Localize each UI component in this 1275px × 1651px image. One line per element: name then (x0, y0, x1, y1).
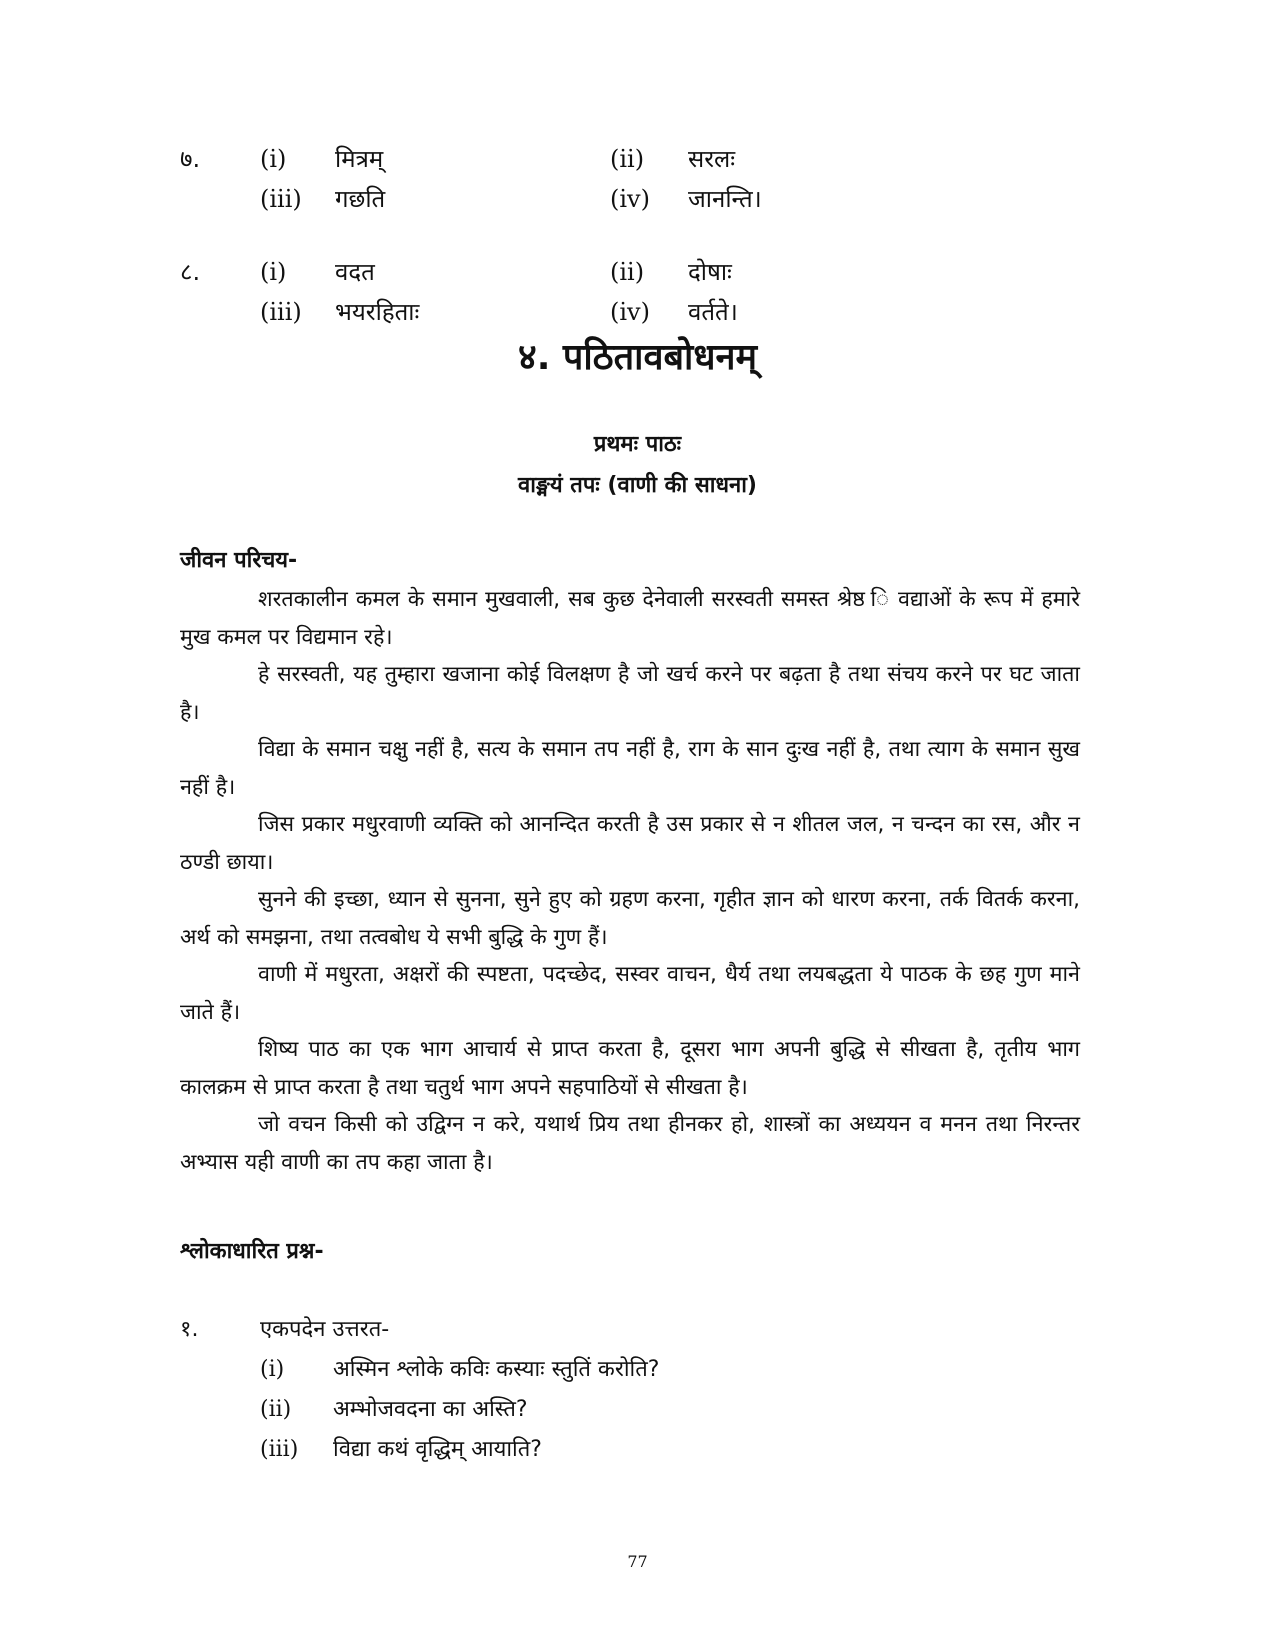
question-row (180, 1310, 1080, 1350)
sub-question-marker: (ii) (260, 1397, 292, 1422)
option-marker: (i) (260, 258, 287, 286)
answer-row (180, 252, 1080, 292)
option-answer: भयरहिताः (335, 298, 420, 326)
answer-row (180, 292, 1080, 332)
bio-paragraph: सुनने की इच्छा, ध्यान से सुनना, सुने हुए को ग्रहण करना, गृहीत ज्ञान को धारण करना, तर्क वितर्क करना, अर्थ को समझना, तथा तत्वबोध ये सभी बुद्धि के गुण हैं। (180, 887, 1080, 950)
option-answer: मित्रम् (335, 145, 384, 173)
bio-paragraph: हे सरस्वती, यह तुम्हारा खजाना कोई विलक्षण है जो खर्च करने पर बढ़ता है तथा संचय करने पर घट जाता है। (180, 662, 1080, 725)
question-text: एकपदेन उत्तरत- (260, 1317, 390, 1342)
option-marker: (iii) (260, 298, 302, 326)
sub-question (180, 1390, 1080, 1430)
option-answer: वदत (335, 258, 375, 286)
sub-question-marker: (i) (260, 1357, 285, 1382)
option-marker: (iv) (610, 185, 650, 213)
bio-body (180, 581, 1080, 1181)
bio-paragraph: जिस प्रकार मधुरवाणी व्यक्ति को आनन्दित करती है उस प्रकार से न शीतल जल, न चन्दन का रस, और न ठण्डी छाया। (180, 812, 1080, 875)
sub-question-text: अम्भोजवदना का अस्ति? (333, 1397, 528, 1422)
option-marker: (ii) (610, 145, 645, 173)
lesson-title: वाङ्मयं तपः (वाणी की साधना) (518, 473, 757, 498)
question-number: १. (180, 1317, 199, 1342)
option-marker: (iv) (610, 298, 650, 326)
page-number: 77 (627, 1552, 648, 1571)
answer-set-8 (180, 252, 1080, 332)
answer-row (180, 179, 1080, 219)
chapter-title: ४. पठितावबोधनम् (517, 337, 757, 378)
sub-question (180, 1430, 1080, 1470)
sub-question (180, 1350, 1080, 1390)
answer-set-number: ७. (180, 145, 201, 173)
bio-paragraph: जो वचन किसी को उद्विग्न न करे, यथार्थ प्रिय तथा हीनकर हो, शास्त्रों का अध्ययन व मनन तथा निरन्तर अभ्यास यही वाणी का तप कहा जाता है। (180, 1112, 1080, 1175)
option-answer: जानन्ति। (688, 185, 762, 213)
lesson-number: प्रथमः पाठः (593, 432, 682, 457)
bio-heading: जीवन परिचय- (180, 548, 298, 573)
option-answer: गछति (335, 185, 386, 213)
answer-set-7 (180, 139, 1080, 219)
answer-row (180, 139, 1080, 179)
option-marker: (i) (260, 145, 287, 173)
sub-question-text: अस्मिन श्लोके कविः कस्याः स्तुतिं करोति? (333, 1357, 660, 1382)
bio-paragraph: विद्या के समान चक्षु नहीं है, सत्य के समान तप नहीं है, राग के सान दुःख नहीं है, तथा त्याग के समान सुख नहीं है। (180, 737, 1080, 800)
bio-paragraph: शरतकालीन कमल के समान मुखवाली, सब कुछ देनेवाली सरस्वती समस्त श्रेष्ठ ि वद्याओं के रूप में हमारे मुख कमल पर विद्यमान रहे। (180, 587, 1080, 650)
sub-question-marker: (iii) (260, 1437, 299, 1462)
bio-paragraph: शिष्य पाठ का एक भाग आचार्य से प्राप्त करता है, दूसरा भाग अपनी बुद्धि से सीखता है, तृतीय भाग कालक्रम से प्राप्त करता है तथा चतुर्थ भाग अपने सहपाठियों से सीखता है। (180, 1037, 1080, 1100)
questions-heading: श्लोकाधारित प्रश्न- (180, 1239, 324, 1264)
option-answer: वर्तते। (688, 298, 738, 326)
option-answer: दोषाः (688, 258, 732, 286)
option-answer: सरलः (688, 145, 736, 173)
option-marker: (ii) (610, 258, 645, 286)
answer-set-number: ८. (180, 258, 201, 286)
question-block (180, 1310, 1080, 1470)
bio-paragraph: वाणी में मधुरता, अक्षरों की स्पष्टता, पदच्छेद, सस्वर वाचन, धैर्य तथा लयबद्धता ये पाठक के छह गुण माने जाते हैं। (180, 962, 1080, 1025)
sub-question-text: विद्या कथं वृद्धिम् आयाति? (333, 1437, 542, 1462)
option-marker: (iii) (260, 185, 302, 213)
